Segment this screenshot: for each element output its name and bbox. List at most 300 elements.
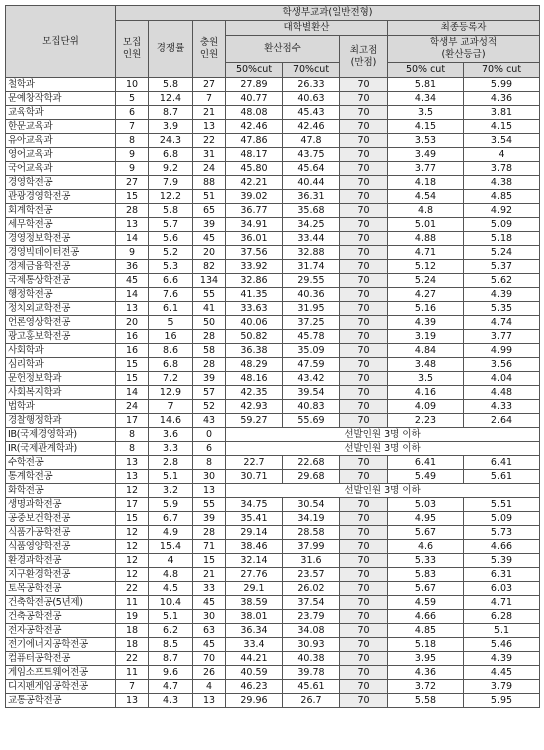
quota-cell: 17 [116, 414, 149, 428]
quota-cell: 8 [116, 134, 149, 148]
table-row [6, 372, 540, 386]
grade-70cut-cell: 4.71 [464, 596, 540, 610]
competition-cell: 6.6 [149, 274, 193, 288]
table-row [6, 330, 540, 344]
grade-50cut-cell: 5.58 [388, 694, 464, 708]
quota-cell: 15 [116, 358, 149, 372]
filled-cell: 70 [193, 652, 226, 666]
score-50cut-cell: 27.89 [226, 78, 283, 92]
competition-cell: 15.4 [149, 540, 193, 554]
score-70cut-cell: 34.25 [283, 218, 340, 232]
max-score-cell: 70 [340, 92, 388, 106]
score-70cut-cell: 40.44 [283, 176, 340, 190]
score-50cut-cell: 40.77 [226, 92, 283, 106]
header-max-score: 최고점 (만점) [340, 36, 388, 78]
score-70cut-cell: 37.99 [283, 540, 340, 554]
competition-cell: 2.8 [149, 456, 193, 470]
score-70cut-cell: 31.95 [283, 302, 340, 316]
competition-cell: 5.8 [149, 204, 193, 218]
quota-cell: 17 [116, 498, 149, 512]
grade-70cut-cell: 6.03 [464, 582, 540, 596]
table-row [6, 526, 540, 540]
quota-cell: 11 [116, 596, 149, 610]
score-70cut-cell: 26.33 [283, 78, 340, 92]
grade-50cut-cell: 2.23 [388, 414, 464, 428]
grade-50cut-cell: 4.27 [388, 288, 464, 302]
score-50cut-cell: 38.01 [226, 610, 283, 624]
quota-cell: 15 [116, 372, 149, 386]
grade-50cut-cell: 5.24 [388, 274, 464, 288]
unit-name-cell: 세무학전공 [6, 218, 116, 232]
filled-cell: 63 [193, 624, 226, 638]
table-row [6, 204, 540, 218]
score-70cut-cell: 36.31 [283, 190, 340, 204]
score-50cut-cell: 42.46 [226, 120, 283, 134]
unit-name-cell: 한문교육과 [6, 120, 116, 134]
filled-cell: 65 [193, 204, 226, 218]
competition-cell: 12.4 [149, 92, 193, 106]
table-row [6, 386, 540, 400]
competition-cell: 12.2 [149, 190, 193, 204]
unit-name-cell: 경영학전공 [6, 176, 116, 190]
table-row [6, 652, 540, 666]
grade-70cut-cell: 3.79 [464, 680, 540, 694]
table-row [6, 484, 540, 498]
grade-70cut-cell: 2.64 [464, 414, 540, 428]
grade-50cut-cell: 5.03 [388, 498, 464, 512]
max-score-cell: 70 [340, 372, 388, 386]
max-score-cell: 70 [340, 526, 388, 540]
score-70cut-cell: 40.38 [283, 652, 340, 666]
unit-name-cell: 전자공학전공 [6, 624, 116, 638]
filled-cell: 21 [193, 106, 226, 120]
score-70cut-cell: 43.75 [283, 148, 340, 162]
table-row [6, 358, 540, 372]
filled-cell: 28 [193, 358, 226, 372]
score-70cut-cell: 55.69 [283, 414, 340, 428]
filled-cell: 55 [193, 498, 226, 512]
max-score-cell: 70 [340, 358, 388, 372]
filled-cell: 39 [193, 372, 226, 386]
table-row [6, 246, 540, 260]
quota-cell: 28 [116, 204, 149, 218]
filled-cell: 26 [193, 666, 226, 680]
filled-cell: 50 [193, 316, 226, 330]
score-50cut-cell: 32.14 [226, 554, 283, 568]
note-cell: 선발인원 3명 이하 [226, 442, 540, 456]
score-50cut-cell: 46.23 [226, 680, 283, 694]
max-score-cell: 70 [340, 624, 388, 638]
grade-70cut-cell: 3.56 [464, 358, 540, 372]
filled-cell: 0 [193, 428, 226, 442]
grade-50cut-cell: 4.16 [388, 386, 464, 400]
unit-name-cell: 국제통상학전공 [6, 274, 116, 288]
score-70cut-cell: 29.55 [283, 274, 340, 288]
unit-name-cell: 식품가공학전공 [6, 526, 116, 540]
admission-results-table [5, 5, 540, 708]
table-row [6, 400, 540, 414]
score-70cut-cell: 37.25 [283, 316, 340, 330]
table-row [6, 582, 540, 596]
filled-cell: 13 [193, 694, 226, 708]
table-row [6, 470, 540, 484]
table-row [6, 666, 540, 680]
score-50cut-cell: 38.46 [226, 540, 283, 554]
max-score-cell: 70 [340, 470, 388, 484]
score-50cut-cell: 29.96 [226, 694, 283, 708]
table-row [6, 540, 540, 554]
quota-cell: 15 [116, 512, 149, 526]
grade-70cut-cell: 3.54 [464, 134, 540, 148]
grade-50cut-cell: 5.33 [388, 554, 464, 568]
quota-cell: 12 [116, 540, 149, 554]
score-50cut-cell: 33.4 [226, 638, 283, 652]
filled-cell: 58 [193, 344, 226, 358]
score-50cut-cell: 59.27 [226, 414, 283, 428]
table-row [6, 596, 540, 610]
quota-cell: 12 [116, 568, 149, 582]
table-row [6, 162, 540, 176]
table-row [6, 498, 540, 512]
quota-cell: 13 [116, 456, 149, 470]
quota-cell: 14 [116, 386, 149, 400]
score-50cut-cell: 22.7 [226, 456, 283, 470]
header-70cut-grade: 70% cut [464, 63, 540, 78]
unit-name-cell: 경제금융학전공 [6, 260, 116, 274]
score-50cut-cell: 27.76 [226, 568, 283, 582]
score-70cut-cell: 34.08 [283, 624, 340, 638]
quota-cell: 12 [116, 526, 149, 540]
filled-cell: 31 [193, 148, 226, 162]
grade-50cut-cell: 4.85 [388, 624, 464, 638]
max-score-cell: 70 [340, 610, 388, 624]
competition-cell: 16 [149, 330, 193, 344]
unit-name-cell: 통계학전공 [6, 470, 116, 484]
max-score-cell: 70 [340, 148, 388, 162]
filled-cell: 21 [193, 568, 226, 582]
grade-70cut-cell: 5.39 [464, 554, 540, 568]
filled-cell: 8 [193, 456, 226, 470]
quota-cell: 14 [116, 288, 149, 302]
grade-50cut-cell: 4.88 [388, 232, 464, 246]
competition-cell: 7 [149, 400, 193, 414]
grade-50cut-cell: 4.8 [388, 204, 464, 218]
unit-name-cell: 경영정보학전공 [6, 232, 116, 246]
score-50cut-cell: 38.59 [226, 596, 283, 610]
filled-cell: 15 [193, 554, 226, 568]
filled-cell: 20 [193, 246, 226, 260]
unit-name-cell: 화학전공 [6, 484, 116, 498]
grade-70cut-cell: 4.39 [464, 652, 540, 666]
grade-50cut-cell: 4.84 [388, 344, 464, 358]
max-score-cell: 70 [340, 204, 388, 218]
header-50cut-score: 50%cut [226, 63, 283, 78]
table-row [6, 624, 540, 638]
grade-50cut-cell: 5.67 [388, 526, 464, 540]
max-score-cell: 70 [340, 400, 388, 414]
score-50cut-cell: 36.34 [226, 624, 283, 638]
grade-50cut-cell: 4.66 [388, 610, 464, 624]
quota-cell: 18 [116, 638, 149, 652]
competition-cell: 6.2 [149, 624, 193, 638]
quota-cell: 14 [116, 232, 149, 246]
grade-50cut-cell: 3.53 [388, 134, 464, 148]
unit-name-cell: 디지펜게임공학전공 [6, 680, 116, 694]
filled-cell: 43 [193, 414, 226, 428]
score-50cut-cell: 50.82 [226, 330, 283, 344]
score-70cut-cell: 35.68 [283, 204, 340, 218]
grade-50cut-cell: 3.48 [388, 358, 464, 372]
score-70cut-cell: 26.7 [283, 694, 340, 708]
score-70cut-cell: 43.42 [283, 372, 340, 386]
quota-cell: 16 [116, 330, 149, 344]
grade-50cut-cell: 3.5 [388, 372, 464, 386]
score-50cut-cell: 29.1 [226, 582, 283, 596]
quota-cell: 7 [116, 120, 149, 134]
score-70cut-cell: 39.78 [283, 666, 340, 680]
competition-cell: 5.8 [149, 78, 193, 92]
table-row [6, 456, 540, 470]
competition-cell: 8.5 [149, 638, 193, 652]
competition-cell: 6.1 [149, 302, 193, 316]
table-row [6, 512, 540, 526]
filled-cell: 6 [193, 442, 226, 456]
score-50cut-cell: 45.80 [226, 162, 283, 176]
table-row [6, 610, 540, 624]
grade-70cut-cell: 4.48 [464, 386, 540, 400]
filled-cell: 4 [193, 680, 226, 694]
score-50cut-cell: 33.92 [226, 260, 283, 274]
table-row [6, 302, 540, 316]
grade-70cut-cell: 4.39 [464, 288, 540, 302]
table-row [6, 694, 540, 708]
score-70cut-cell: 40.83 [283, 400, 340, 414]
grade-70cut-cell: 4.33 [464, 400, 540, 414]
header-conv-score: 환산점수 [226, 36, 340, 63]
unit-name-cell: 법학과 [6, 400, 116, 414]
max-score-cell: 70 [340, 414, 388, 428]
quota-cell: 18 [116, 624, 149, 638]
competition-cell: 9.2 [149, 162, 193, 176]
grade-50cut-cell: 5.16 [388, 302, 464, 316]
unit-name-cell: 수학전공 [6, 456, 116, 470]
unit-name-cell: 건축학전공(5년제) [6, 596, 116, 610]
grade-50cut-cell: 3.95 [388, 652, 464, 666]
grade-50cut-cell: 5.12 [388, 260, 464, 274]
grade-50cut-cell: 3.49 [388, 148, 464, 162]
score-50cut-cell: 44.21 [226, 652, 283, 666]
filled-cell: 88 [193, 176, 226, 190]
filled-cell: 45 [193, 638, 226, 652]
competition-cell: 24.3 [149, 134, 193, 148]
competition-cell: 3.3 [149, 442, 193, 456]
unit-name-cell: 공중보건학전공 [6, 512, 116, 526]
table-row [6, 680, 540, 694]
competition-cell: 4.9 [149, 526, 193, 540]
competition-cell: 10.4 [149, 596, 193, 610]
unit-name-cell: 지구환경학전공 [6, 568, 116, 582]
filled-cell: 134 [193, 274, 226, 288]
filled-cell: 82 [193, 260, 226, 274]
filled-cell: 13 [193, 484, 226, 498]
note-cell: 선발인원 3명 이하 [226, 484, 540, 498]
grade-70cut-cell: 5.99 [464, 78, 540, 92]
grade-70cut-cell: 5.95 [464, 694, 540, 708]
unit-name-cell: 경찰행정학과 [6, 414, 116, 428]
unit-name-cell: 영어교육과 [6, 148, 116, 162]
table-row [6, 232, 540, 246]
unit-name-cell: 철학과 [6, 78, 116, 92]
table-row [6, 442, 540, 456]
competition-cell: 4.8 [149, 568, 193, 582]
max-score-cell: 70 [340, 120, 388, 134]
grade-70cut-cell: 4.38 [464, 176, 540, 190]
filled-cell: 28 [193, 330, 226, 344]
quota-cell: 13 [116, 302, 149, 316]
competition-cell: 3.2 [149, 484, 193, 498]
grade-50cut-cell: 4.09 [388, 400, 464, 414]
unit-name-cell: 광고홍보학전공 [6, 330, 116, 344]
table-row [6, 190, 540, 204]
header-70cut-score: 70%cut [283, 63, 340, 78]
competition-cell: 5.1 [149, 470, 193, 484]
quota-cell: 11 [116, 666, 149, 680]
score-70cut-cell: 35.09 [283, 344, 340, 358]
score-50cut-cell: 41.35 [226, 288, 283, 302]
table-row [6, 554, 540, 568]
grade-70cut-cell: 4.15 [464, 120, 540, 134]
table-row [6, 288, 540, 302]
competition-cell: 8.6 [149, 344, 193, 358]
score-70cut-cell: 40.63 [283, 92, 340, 106]
filled-cell: 30 [193, 470, 226, 484]
score-50cut-cell: 40.59 [226, 666, 283, 680]
quota-cell: 13 [116, 470, 149, 484]
score-50cut-cell: 42.35 [226, 386, 283, 400]
score-70cut-cell: 45.78 [283, 330, 340, 344]
grade-50cut-cell: 3.19 [388, 330, 464, 344]
score-70cut-cell: 33.44 [283, 232, 340, 246]
table-row [6, 120, 540, 134]
score-70cut-cell: 40.36 [283, 288, 340, 302]
filled-cell: 45 [193, 596, 226, 610]
competition-cell: 6.8 [149, 358, 193, 372]
unit-name-cell: 환경과학전공 [6, 554, 116, 568]
table-row [6, 316, 540, 330]
quota-cell: 12 [116, 484, 149, 498]
grade-50cut-cell: 4.39 [388, 316, 464, 330]
grade-70cut-cell: 5.51 [464, 498, 540, 512]
unit-name-cell: 유아교육과 [6, 134, 116, 148]
grade-50cut-cell: 4.54 [388, 190, 464, 204]
score-50cut-cell: 39.02 [226, 190, 283, 204]
unit-name-cell: 사회학과 [6, 344, 116, 358]
grade-70cut-cell: 6.28 [464, 610, 540, 624]
table-row [6, 78, 540, 92]
grade-70cut-cell: 3.81 [464, 106, 540, 120]
grade-70cut-cell: 6.41 [464, 456, 540, 470]
max-score-cell: 70 [340, 344, 388, 358]
max-score-cell: 70 [340, 190, 388, 204]
filled-cell: 30 [193, 610, 226, 624]
quota-cell: 9 [116, 162, 149, 176]
grade-70cut-cell: 4.04 [464, 372, 540, 386]
score-70cut-cell: 37.54 [283, 596, 340, 610]
grade-50cut-cell: 3.5 [388, 106, 464, 120]
filled-cell: 27 [193, 78, 226, 92]
grade-50cut-cell: 5.49 [388, 470, 464, 484]
score-50cut-cell: 40.06 [226, 316, 283, 330]
score-50cut-cell: 47.86 [226, 134, 283, 148]
unit-name-cell: 사회복지학과 [6, 386, 116, 400]
unit-name-cell: 심리학과 [6, 358, 116, 372]
header-quota: 모집 인원 [116, 21, 149, 78]
grade-50cut-cell: 4.59 [388, 596, 464, 610]
score-50cut-cell: 35.41 [226, 512, 283, 526]
score-70cut-cell: 26.02 [283, 582, 340, 596]
unit-name-cell: 회계학전공 [6, 204, 116, 218]
unit-name-cell: 경영빅데이터전공 [6, 246, 116, 260]
score-70cut-cell: 45.61 [283, 680, 340, 694]
quota-cell: 45 [116, 274, 149, 288]
table-row [6, 260, 540, 274]
score-50cut-cell: 29.14 [226, 526, 283, 540]
max-score-cell: 70 [340, 694, 388, 708]
quota-cell: 20 [116, 316, 149, 330]
score-70cut-cell: 42.46 [283, 120, 340, 134]
competition-cell: 6.7 [149, 512, 193, 526]
competition-cell: 5.6 [149, 232, 193, 246]
grade-70cut-cell: 5.24 [464, 246, 540, 260]
grade-50cut-cell: 4.6 [388, 540, 464, 554]
note-cell: 선발인원 3명 이하 [226, 428, 540, 442]
filled-cell: 51 [193, 190, 226, 204]
competition-cell: 7.6 [149, 288, 193, 302]
score-50cut-cell: 36.77 [226, 204, 283, 218]
score-70cut-cell: 45.64 [283, 162, 340, 176]
score-50cut-cell: 48.29 [226, 358, 283, 372]
grade-70cut-cell: 5.46 [464, 638, 540, 652]
score-50cut-cell: 36.38 [226, 344, 283, 358]
quota-cell: 8 [116, 428, 149, 442]
unit-name-cell: 게임소프트웨어전공 [6, 666, 116, 680]
score-70cut-cell: 45.43 [283, 106, 340, 120]
max-score-cell: 70 [340, 498, 388, 512]
max-score-cell: 70 [340, 162, 388, 176]
unit-name-cell: 생명과학전공 [6, 498, 116, 512]
competition-cell: 4.7 [149, 680, 193, 694]
quota-cell: 6 [116, 106, 149, 120]
score-50cut-cell: 32.86 [226, 274, 283, 288]
quota-cell: 22 [116, 582, 149, 596]
unit-name-cell: 교육학과 [6, 106, 116, 120]
grade-50cut-cell: 5.18 [388, 638, 464, 652]
grade-70cut-cell: 5.37 [464, 260, 540, 274]
grade-50cut-cell: 4.95 [388, 512, 464, 526]
grade-70cut-cell: 6.31 [464, 568, 540, 582]
score-50cut-cell: 34.75 [226, 498, 283, 512]
max-score-cell: 70 [340, 246, 388, 260]
competition-cell: 5.9 [149, 498, 193, 512]
filled-cell: 13 [193, 120, 226, 134]
quota-cell: 5 [116, 92, 149, 106]
unit-name-cell: 식품영양학전공 [6, 540, 116, 554]
unit-name-cell: 컴퓨터공학전공 [6, 652, 116, 666]
max-score-cell: 70 [340, 78, 388, 92]
quota-cell: 13 [116, 694, 149, 708]
unit-name-cell: 교통공학전공 [6, 694, 116, 708]
unit-name-cell: 토목공학전공 [6, 582, 116, 596]
